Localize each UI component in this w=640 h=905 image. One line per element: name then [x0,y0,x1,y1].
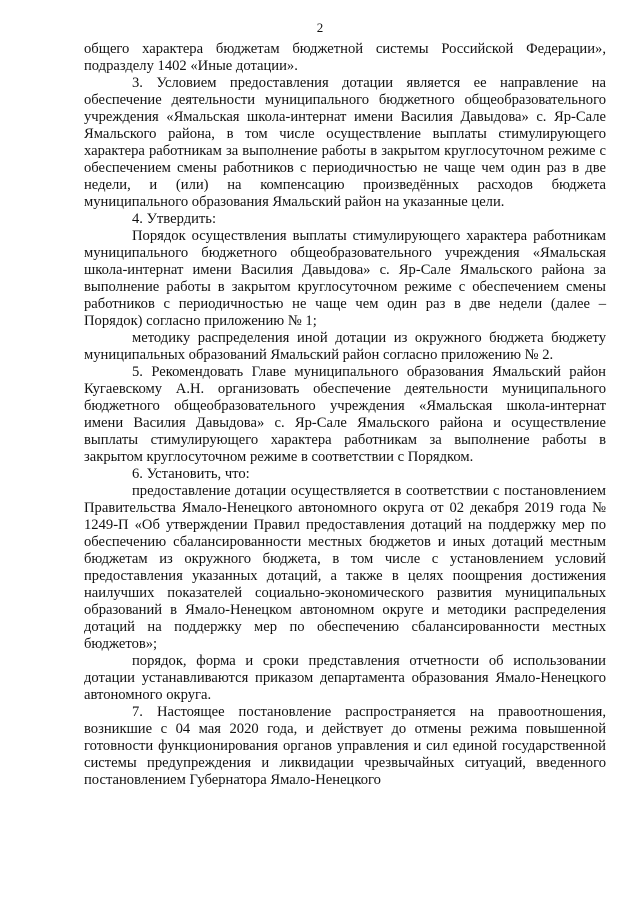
paragraph-item-7: 7. Настоящее постановление распространяется на правоотношения, возникшие с 04 мая 2020 года, и действует до отмены режима повышенной готовности функционирования органов управления и сил единой государственной системы предупреждения и ликвидации чрезвычайных ситуаций, введенного постановлением Губернатора Ямало-Ненецкого [84,704,606,788]
document-body [84,41,606,789]
paragraph-item-5: 5. Рекомендовать Главе муниципального образования Ямальский район Кугаевскому А.Н. организовать обеспечение деятельности муниципального бюджетного общеобразовательного учреждения «Ямальская школа-интернат имени Василия Давыдова» с. Яр-Сале Ямальского района и осуществление выплаты стимулирующего характера работникам за выполнение работы в закрытом круглосуточном режиме в соответствии с Порядком. [84,364,606,465]
paragraph-item-3: 3. Условием предоставления дотации является ее направление на обеспечение деятельности муниципального бюджетного общеобразовательного учреждения «Ямальская школа-интернат имени Василия Давыдова» с. Яр-Сале Ямальского района, в том числе осуществление выплаты стимулирующего характера работникам за выполнение работы в закрытом круглосуточном режиме с обеспечением смены работников с периодичностью не чаще чем один раз в две недели, и (или) на компенсацию произведённых расходов бюджета муниципального образования Ямальский район на указанные цели. [84,75,606,210]
paragraph-reporting-procedure: порядок, форма и сроки представления отчетности об использовании дотации устанавливаются приказом департамента образования Ямало-Ненецкого автономного округа. [84,653,606,703]
page-number: 2 [316,20,324,35]
paragraph-item-6: 6. Установить, что: [132,466,250,482]
paragraph-continuation: общего характера бюджетам бюджетной системы Российской Федерации», подразделу 1402 «Иные дотации». [84,41,606,74]
paragraph-item-4: 4. Утвердить: [132,211,217,227]
paragraph-approve-methodology: методику распределения иной дотации из окружного бюджета бюджету муниципальных образований Ямальский район согласно приложению № 2. [84,330,606,363]
paragraph-approve-procedure: Порядок осуществления выплаты стимулирующего характера работникам муниципального бюджетного общеобразовательного учреждения «Ямальская школа-интернат имени Василия Давыдова» с. Яр-Сале Ямальского района за выполнение работы в закрытом круглосуточном режиме с обеспечением смены работников с периодичностью не чаще чем один раз в две недели (далее – Порядок) согласно приложению № 1; [84,228,606,329]
paragraph-subsidy-provision: предоставление дотации осуществляется в соответствии с постановлением Правительства Ямало-Ненецкого автономного округа от 02 декабря 2019 года № 1249-П «Об утверждении Правил предоставления дотаций на поддержку мер по обеспечению сбалансированности местных бюджетов и иных дотаций местным бюджетам из окружного бюджета, в том числе с установлением условий предоставления указанных дотаций, а также в целях поощрения достижения наилучших показателей социально-экономического развития муниципальных образований в Ямало-Ненецком автономном округе и методики распределения дотаций на поддержку мер по обеспечению сбалансированности местных бюджетов»; [84,483,606,652]
